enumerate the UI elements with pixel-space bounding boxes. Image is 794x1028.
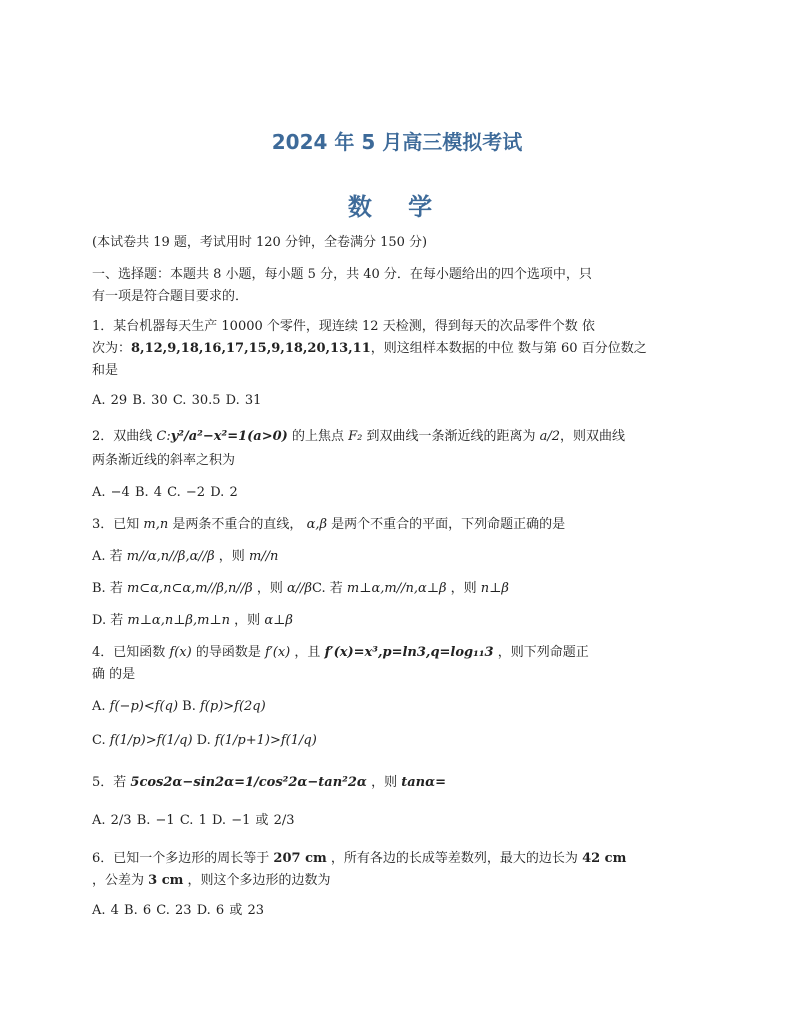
q3-option-d [92,610,704,632]
q3-option-a [92,546,704,568]
q6-line2 [92,870,704,892]
q4-option-b: f(p)>f(2q) [199,699,266,714]
q6-perimeter: 207 cm [273,851,327,866]
q4-text-c: ，且 [294,645,321,660]
q2-text-c: 到双曲线一条渐近线的距离为 [366,429,536,444]
q5-target: tanα= [401,775,447,790]
q5-text-a: 5．若 [92,775,127,790]
q1-line1: 1．某台机器每天生产 10000 个零件，现连续 12 天检测，得到每天的次品零件个数 依 [92,319,595,334]
q6-text-c: ，公差为 [92,873,145,888]
q4-options-cd [92,730,704,752]
q1-line2-prefix: 次为： [92,341,132,356]
q3-option-b-label: B. 若 [92,581,123,596]
q4-option-a: f(−p)<f(q) [109,699,179,714]
q2-text-a: 2．双曲线 [92,429,153,444]
q6-text-d: ，则这个多边形的边数为 [187,873,331,888]
q3-option-a-condition: m//α,n//β,α//β [126,549,215,564]
q2-options: A. −4 B. 4 C. −2 D. 2 [92,485,238,500]
q3-text-b: 是两条不重合的直线， [172,517,303,532]
q2-focus: F₂ [348,429,363,444]
q4-line2: 确 的是 [92,667,136,682]
q5-text-b: ，则 [371,775,398,790]
q2-line2: 两条渐近线的斜率之积为 [92,453,236,468]
q2-text-b: 的上焦点 [291,429,344,444]
q4-option-d-label: D. [196,733,211,748]
q4-option-d: f(1/p+1)>f(1/q) [214,733,317,748]
q3-option-d-label: D. 若 [92,613,124,628]
exam-note: (本试卷共 19 题，考试用时 120 分钟，全卷满分 150 分) [92,235,428,250]
q3-option-a-label: A. 若 [92,549,123,564]
q3-option-b-conclusion: α//β [286,581,313,596]
q1-data-sequence: 8,12,9,18,16,17,15,9,18,20,13,11 [131,341,371,356]
section-heading-line2: 有一项是符合题目要求的． [92,289,249,304]
q4-function: f(x) [169,645,192,660]
q5-options: A. 2/3 B. −1 C. 1 D. −1 或 2/3 [92,813,295,828]
section-heading-line1: 一、选择题：本题共 8 小题，每小题 5 分，共 40 分．在每小题给出的四个选项中，只 [92,267,592,282]
q3-option-a-conclusion: m//n [248,549,279,564]
q2-distance: a/2 [539,429,561,444]
q2-curve-name: C: [156,429,171,444]
q2-line1 [92,426,704,448]
q3-option-b-then: ，则 [256,581,283,596]
q3-text-a: 3．已知 [92,517,140,532]
q3-option-c-conclusion: n⊥β [480,581,509,596]
q3-option-b-condition: m⊂α,n⊂α,m//β,n//β [126,581,253,596]
q4-text-a: 4．已知函数 [92,645,166,660]
q1-line3: 和是 [92,363,119,378]
q2-text-d: ，则双曲线 [560,429,626,444]
q6-difference: 3 cm [148,873,184,888]
q5-equation: 5cos2α−sin2α=1/cos²2α−tan²2α [130,775,367,790]
q6-text-b: ，所有各边的长成等差数列，最大的边长为 [330,851,578,866]
q3-option-bc [92,578,704,600]
q6-line1 [92,848,704,870]
q3-option-c-condition: m⊥α,m//n,α⊥β [346,581,447,596]
q3-option-c-label: C. 若 [312,581,343,596]
q3-option-d-then: ，则 [234,613,261,628]
q3-line1 [92,514,704,536]
q4-text-b: 的导函数是 [195,645,261,660]
q3-text-c: 是两个不重合的平面，下列命题正确的是 [331,517,566,532]
q4-derivative: f′(x) [265,645,291,660]
q3-option-d-condition: m⊥α,n⊥β,m⊥n [127,613,231,628]
q4-text-d: ，则下列命题正 [497,645,589,660]
q6-max-side: 42 cm [582,851,627,866]
q4-option-b-label: B. [182,699,196,714]
q5-line1 [92,772,704,794]
q6-text-a: 6．已知一个多边形的周长等于 [92,851,270,866]
q3-option-a-then: ，则 [218,549,245,564]
q6-options: A. 4 B. 6 C. 23 D. 6 或 23 [92,903,265,918]
q3-option-d-conclusion: α⊥β [264,613,293,628]
q1-line2-suffix: ，则这组样本数据的中位 数与第 60 百分位数之 [370,341,647,356]
q4-options-ab [92,696,704,718]
q2-curve-equation: y²/a²−x²=1(a>0) [170,429,288,444]
subject-title: 数 学 [347,193,447,221]
q1-line2 [92,338,704,360]
q3-planes: α,β [306,517,327,532]
q4-conditions: f′(x)=x³,p=ln3,q=log₁₁3 [324,645,494,660]
q4-option-c-label: C. [92,733,106,748]
q4-option-c: f(1/p)>f(1/q) [109,733,193,748]
q4-option-a-label: A. [92,699,106,714]
q3-option-c-then: ，则 [450,581,477,596]
q3-lines: m,n [143,517,169,532]
q4-line1 [92,642,704,664]
exam-title: 2024 年 5 月高三模拟考试 [271,130,523,154]
q1-options: A. 29 B. 30 C. 30.5 D. 31 [92,393,262,408]
